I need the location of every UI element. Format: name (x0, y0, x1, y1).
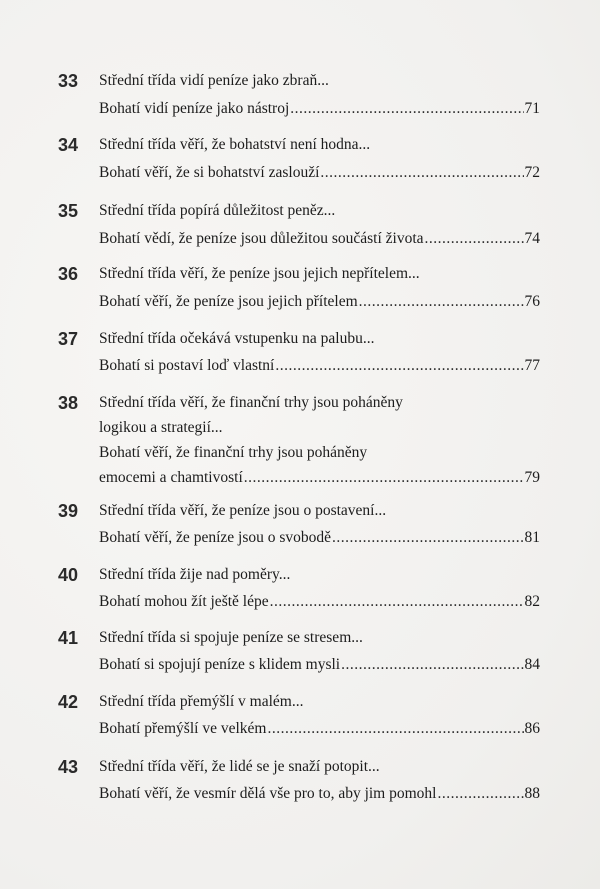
chapter-number: 41 (58, 628, 79, 648)
chapter-title-leader-line (99, 467, 540, 489)
dot-leader (332, 527, 523, 549)
chapter-title-line: logikou a strategií... (99, 419, 223, 436)
dot-leader (267, 718, 523, 740)
chapter-title-leader-line (99, 783, 540, 805)
chapter-number: 37 (58, 329, 79, 349)
page-number: 76 (524, 293, 540, 310)
chapter-title-last-line: Bohatí vidí peníze jako nástroj (99, 100, 290, 117)
page-number: 74 (524, 230, 540, 247)
chapter-title-line: Střední třída žije nad poměry... (99, 566, 291, 583)
dot-leader (275, 355, 523, 377)
chapter-title-line: Střední třída věří, že finanční trhy jsou poháněny (99, 394, 403, 411)
page-number: 84 (524, 656, 540, 673)
chapter-title-line: Bohatí věří, že finanční trhy jsou poháněny (99, 444, 368, 461)
dot-leader (290, 98, 523, 120)
chapter-title-last-line: Bohatí přemýšlí ve velkém (99, 720, 267, 737)
chapter-title-last-line: Bohatí mohou žít ještě lépe (99, 593, 269, 610)
dot-leader (341, 654, 523, 676)
chapter-number: 34 (58, 135, 79, 155)
page-number: 77 (524, 357, 540, 374)
dot-leader (270, 591, 524, 613)
chapter-number: 38 (58, 393, 79, 413)
chapter-number: 33 (58, 71, 79, 91)
chapter-title-line: Střední třída věří, že lidé se je snaží potopit... (99, 758, 380, 775)
dot-leader (425, 228, 524, 250)
page-number: 86 (524, 720, 540, 737)
chapter-title-last-line: Bohatí vědí, že peníze jsou důležitou součástí života (99, 230, 424, 247)
dot-leader (320, 162, 523, 184)
chapter-title-leader-line (99, 291, 540, 313)
chapter-title-leader-line (99, 654, 540, 676)
page-number: 79 (524, 469, 540, 486)
chapter-number: 36 (58, 264, 79, 284)
dot-leader (359, 291, 524, 313)
page-number: 82 (524, 593, 540, 610)
dot-leader (437, 783, 523, 805)
chapter-number: 42 (58, 692, 79, 712)
chapter-title-leader-line (99, 591, 540, 613)
chapter-title-line: Střední třída popírá důležitost peněz... (99, 202, 336, 219)
chapter-title-line: Střední třída věří, že bohatství není hodna... (99, 136, 371, 153)
chapter-title-last-line: Bohatí si spojují peníze s klidem mysli (99, 656, 341, 673)
chapter-title-line: Střední třída věří, že peníze jsou jejich nepřítelem... (99, 265, 420, 282)
chapter-title-last-line: Bohatí si postaví loď vlastní (99, 357, 275, 374)
chapter-title-last-line: Bohatí věří, že peníze jsou jejich přítelem (99, 293, 358, 310)
dot-leader (244, 467, 524, 489)
chapter-title-leader-line (99, 355, 540, 377)
chapter-number: 39 (58, 501, 79, 521)
chapter-title-last-line: Bohatí věří, že peníze jsou o svobodě (99, 529, 332, 546)
page-number: 71 (524, 100, 540, 117)
chapter-title-leader-line (99, 98, 540, 120)
chapter-title-leader-line (99, 162, 540, 184)
chapter-number: 43 (58, 757, 79, 777)
chapter-title-leader-line (99, 718, 540, 740)
chapter-title-last-line: emocemi a chamtivostí (99, 469, 243, 486)
chapter-number: 40 (58, 565, 79, 585)
chapter-title-line: Střední třída očekává vstupenku na palubu... (99, 330, 375, 347)
page-number: 81 (524, 529, 540, 546)
chapter-title-line: Střední třída přemýšlí v malém... (99, 693, 304, 710)
chapter-title-leader-line (99, 527, 540, 549)
chapter-title-line: Střední třída si spojuje peníze se stresem... (99, 629, 363, 646)
chapter-number: 35 (58, 201, 79, 221)
chapter-title-line: Střední třída věří, že peníze jsou o postavení... (99, 502, 387, 519)
chapter-title-line: Střední třída vidí peníze jako zbraň... (99, 72, 329, 89)
chapter-title-last-line: Bohatí věří, že si bohatství zaslouží (99, 164, 320, 181)
page-number: 72 (524, 164, 540, 181)
chapter-title-leader-line (99, 228, 540, 250)
page-number: 88 (524, 785, 540, 802)
chapter-title-last-line: Bohatí věří, že vesmír dělá vše pro to, aby jim pomohl (99, 785, 437, 802)
